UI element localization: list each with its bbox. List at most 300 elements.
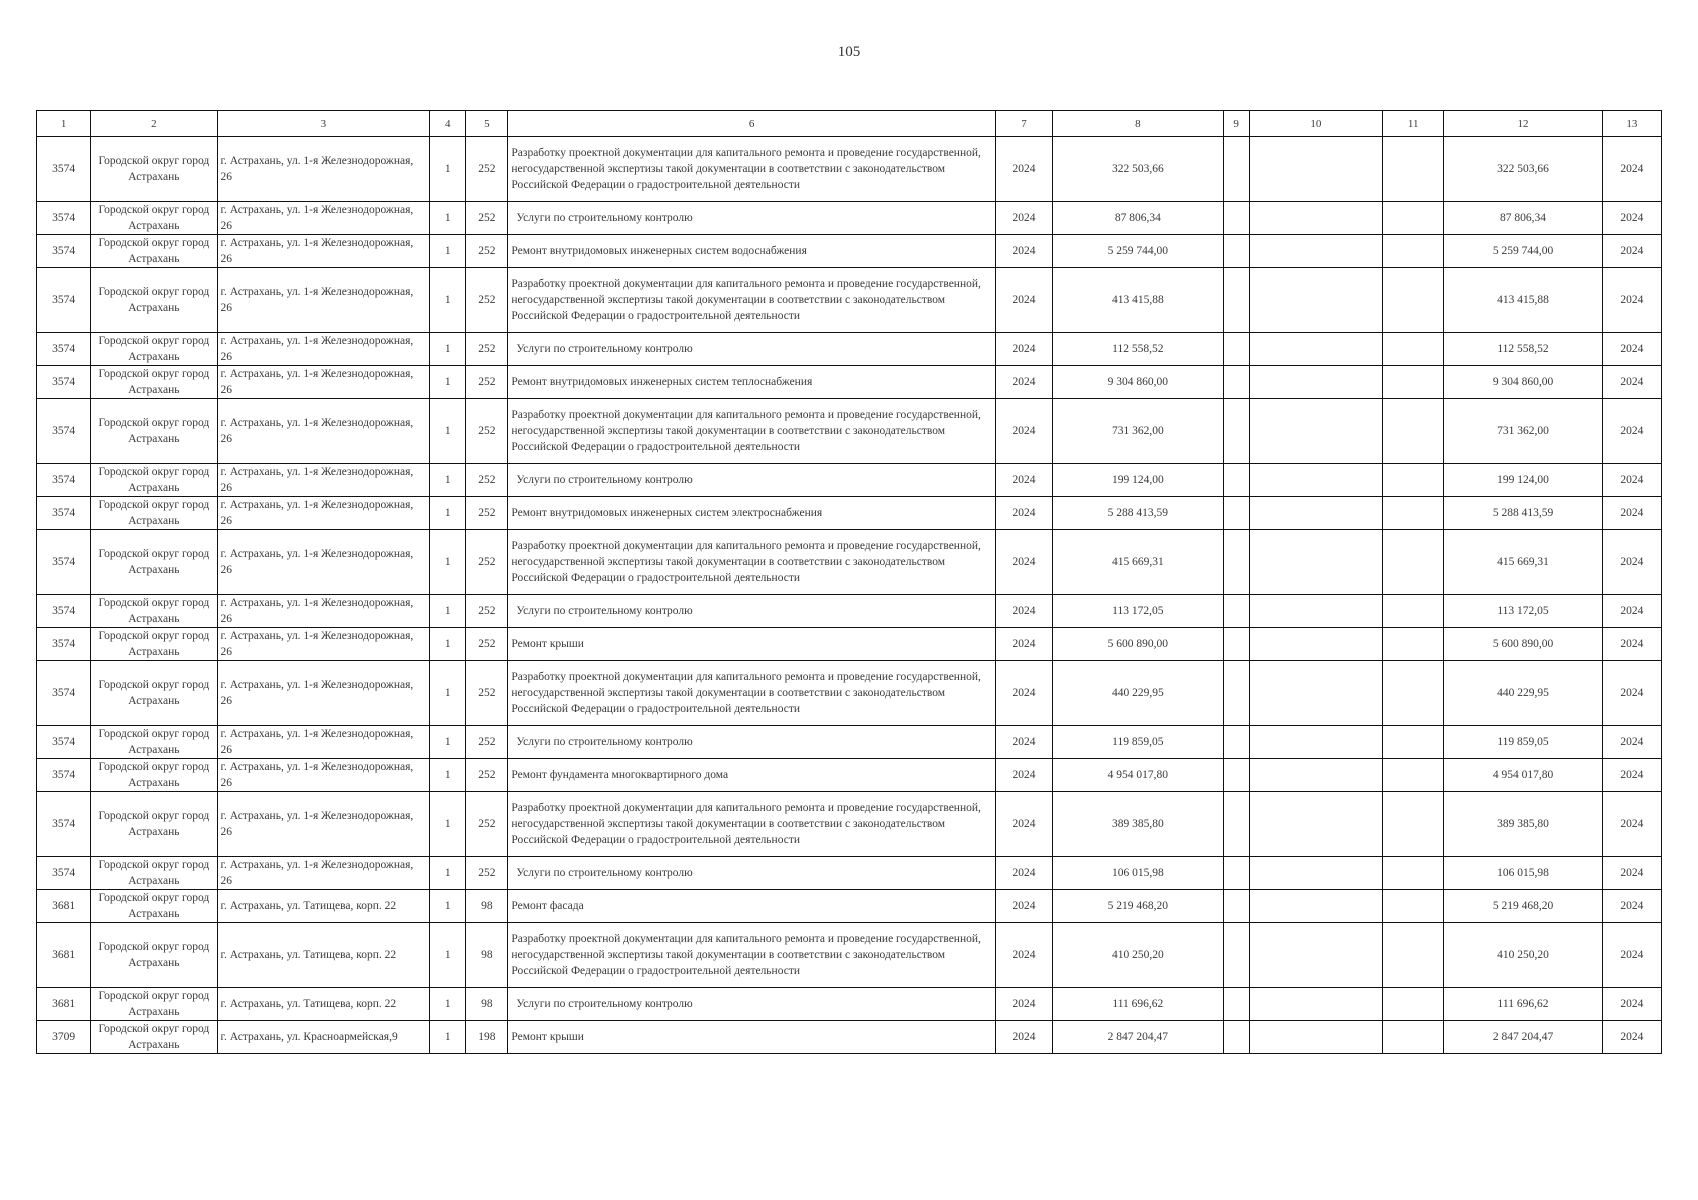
table-row (37, 759, 1662, 792)
col5-cell: 252 (466, 366, 508, 399)
municipality-cell: Городской округ город Астрахань (91, 366, 217, 399)
col11-cell (1383, 268, 1444, 333)
col10-cell (1249, 464, 1382, 497)
end-year-cell: 2024 (1602, 530, 1661, 595)
address-cell: г. Астрахань, ул. 1-я Железнодорожная, 26 (217, 137, 430, 202)
end-year-cell: 2024 (1602, 333, 1661, 366)
col4-cell: 1 (430, 235, 466, 268)
table-row (37, 792, 1662, 857)
year-cell: 2024 (995, 595, 1052, 628)
object-id-cell: 3574 (37, 595, 91, 628)
object-id-cell: 3574 (37, 530, 91, 595)
municipality-cell: Городской округ город Астрахань (91, 333, 217, 366)
object-id-cell: 3574 (37, 333, 91, 366)
col10-cell (1249, 857, 1382, 890)
address-cell: г. Астрахань, ул. 1-я Железнодорожная, 26 (217, 202, 430, 235)
work-type-cell: Ремонт внутридомовых инженерных систем водоснабжения (508, 235, 996, 268)
work-type-cell: Разработку проектной документации для капитального ремонта и проведение государственной, негосударственной экспертизы такой документации в соответствии с законодательством Российской Федерации о градостроительной деятельности (508, 399, 996, 464)
table-row (37, 137, 1662, 202)
work-type-cell: Ремонт фасада (508, 890, 996, 923)
work-type-cell: Разработку проектной документации для капитального ремонта и проведение государственной, негосударственной экспертизы такой документации в соответствии с законодательством Российской Федерации о градостроительной деятельности (508, 661, 996, 726)
col5-cell: 252 (466, 857, 508, 890)
object-id-cell: 3574 (37, 464, 91, 497)
col10-cell (1249, 137, 1382, 202)
table-row (37, 661, 1662, 726)
col11-cell (1383, 890, 1444, 923)
amount-cell: 4 954 017,80 (1053, 759, 1224, 792)
year-cell: 2024 (995, 759, 1052, 792)
column-header: 2 (91, 111, 217, 137)
col4-cell: 1 (430, 399, 466, 464)
work-type-cell: Разработку проектной документации для капитального ремонта и проведение государственной, негосударственной экспертизы такой документации в соответствии с законодательством Российской Федерации о градостроительной деятельности (508, 268, 996, 333)
col4-cell: 1 (430, 661, 466, 726)
table-row (37, 497, 1662, 530)
total-cell: 5 288 413,59 (1444, 497, 1602, 530)
address-cell: г. Астрахань, ул. 1-я Железнодорожная, 26 (217, 726, 430, 759)
column-header: 6 (508, 111, 996, 137)
municipality-cell: Городской округ город Астрахань (91, 464, 217, 497)
table-row (37, 857, 1662, 890)
col5-cell: 252 (466, 464, 508, 497)
work-type-cell: Ремонт внутридомовых инженерных систем теплоснабжения (508, 366, 996, 399)
col4-cell: 1 (430, 137, 466, 202)
column-header: 5 (466, 111, 508, 137)
amount-cell: 5 288 413,59 (1053, 497, 1224, 530)
col11-cell (1383, 530, 1444, 595)
table-row (37, 923, 1662, 988)
municipality-cell: Городской округ город Астрахань (91, 988, 217, 1021)
address-cell: г. Астрахань, ул. 1-я Железнодорожная, 26 (217, 399, 430, 464)
table-row (37, 628, 1662, 661)
col9-cell (1223, 792, 1249, 857)
col10-cell (1249, 792, 1382, 857)
amount-cell: 111 696,62 (1053, 988, 1224, 1021)
col4-cell: 1 (430, 890, 466, 923)
col11-cell (1383, 923, 1444, 988)
object-id-cell: 3574 (37, 857, 91, 890)
col5-cell: 252 (466, 399, 508, 464)
col11-cell (1383, 595, 1444, 628)
col11-cell (1383, 988, 1444, 1021)
col10-cell (1249, 235, 1382, 268)
col9-cell (1223, 235, 1249, 268)
col5-cell: 252 (466, 759, 508, 792)
object-id-cell: 3574 (37, 399, 91, 464)
col9-cell (1223, 595, 1249, 628)
column-header: 13 (1602, 111, 1661, 137)
col4-cell: 1 (430, 726, 466, 759)
column-header: 4 (430, 111, 466, 137)
amount-cell: 389 385,80 (1053, 792, 1224, 857)
amount-cell: 5 600 890,00 (1053, 628, 1224, 661)
col11-cell (1383, 464, 1444, 497)
col11-cell (1383, 333, 1444, 366)
work-type-cell: Разработку проектной документации для капитального ремонта и проведение государственной, негосударственной экспертизы такой документации в соответствии с законодательством Российской Федерации о градостроительной деятельности (508, 137, 996, 202)
col9-cell (1223, 137, 1249, 202)
year-cell: 2024 (995, 464, 1052, 497)
total-cell: 5 600 890,00 (1444, 628, 1602, 661)
address-cell: г. Астрахань, ул. 1-я Железнодорожная, 26 (217, 759, 430, 792)
end-year-cell: 2024 (1602, 497, 1661, 530)
address-cell: г. Астрахань, ул. 1-я Железнодорожная, 26 (217, 857, 430, 890)
year-cell: 2024 (995, 988, 1052, 1021)
municipality-cell: Городской округ город Астрахань (91, 661, 217, 726)
column-header: 3 (217, 111, 430, 137)
object-id-cell: 3681 (37, 890, 91, 923)
address-cell: г. Астрахань, ул. 1-я Железнодорожная, 26 (217, 530, 430, 595)
municipality-cell: Городской округ город Астрахань (91, 890, 217, 923)
col9-cell (1223, 988, 1249, 1021)
municipality-cell: Городской округ город Астрахань (91, 628, 217, 661)
col11-cell (1383, 399, 1444, 464)
address-cell: г. Астрахань, ул. 1-я Железнодорожная, 26 (217, 792, 430, 857)
amount-cell: 2 847 204,47 (1053, 1021, 1224, 1054)
end-year-cell: 2024 (1602, 988, 1661, 1021)
municipality-cell: Городской округ город Астрахань (91, 595, 217, 628)
municipality-cell: Городской округ город Астрахань (91, 759, 217, 792)
col9-cell (1223, 399, 1249, 464)
col5-cell: 252 (466, 333, 508, 366)
repair-program-table (36, 110, 1662, 1054)
amount-cell: 413 415,88 (1053, 268, 1224, 333)
year-cell: 2024 (995, 530, 1052, 595)
amount-cell: 5 219 468,20 (1053, 890, 1224, 923)
col10-cell (1249, 890, 1382, 923)
table-row (37, 235, 1662, 268)
col4-cell: 1 (430, 333, 466, 366)
year-cell: 2024 (995, 792, 1052, 857)
municipality-cell: Городской округ город Астрахань (91, 399, 217, 464)
end-year-cell: 2024 (1602, 759, 1661, 792)
col11-cell (1383, 235, 1444, 268)
end-year-cell: 2024 (1602, 202, 1661, 235)
col9-cell (1223, 857, 1249, 890)
table-row (37, 988, 1662, 1021)
amount-cell: 113 172,05 (1053, 595, 1224, 628)
col5-cell: 252 (466, 726, 508, 759)
total-cell: 415 669,31 (1444, 530, 1602, 595)
municipality-cell: Городской округ город Астрахань (91, 268, 217, 333)
municipality-cell: Городской округ город Астрахань (91, 792, 217, 857)
col4-cell: 1 (430, 857, 466, 890)
column-header: 9 (1223, 111, 1249, 137)
col5-cell: 252 (466, 202, 508, 235)
col10-cell (1249, 726, 1382, 759)
total-cell: 106 015,98 (1444, 857, 1602, 890)
year-cell: 2024 (995, 497, 1052, 530)
total-cell: 113 172,05 (1444, 595, 1602, 628)
col10-cell (1249, 497, 1382, 530)
col5-cell: 98 (466, 890, 508, 923)
col9-cell (1223, 726, 1249, 759)
address-cell: г. Астрахань, ул. 1-я Железнодорожная, 26 (217, 497, 430, 530)
work-type-cell: Ремонт внутридомовых инженерных систем электроснабжения (508, 497, 996, 530)
object-id-cell: 3574 (37, 792, 91, 857)
year-cell: 2024 (995, 661, 1052, 726)
amount-cell: 106 015,98 (1053, 857, 1224, 890)
col10-cell (1249, 923, 1382, 988)
col5-cell: 98 (466, 988, 508, 1021)
work-type-cell: Ремонт крыши (508, 1021, 996, 1054)
total-cell: 731 362,00 (1444, 399, 1602, 464)
address-cell: г. Астрахань, ул. Татищева, корп. 22 (217, 923, 430, 988)
municipality-cell: Городской округ город Астрахань (91, 726, 217, 759)
col10-cell (1249, 268, 1382, 333)
col11-cell (1383, 628, 1444, 661)
address-cell: г. Астрахань, ул. 1-я Железнодорожная, 26 (217, 464, 430, 497)
col9-cell (1223, 628, 1249, 661)
address-cell: г. Астрахань, ул. 1-я Железнодорожная, 26 (217, 628, 430, 661)
col9-cell (1223, 268, 1249, 333)
amount-cell: 199 124,00 (1053, 464, 1224, 497)
col10-cell (1249, 530, 1382, 595)
total-cell: 389 385,80 (1444, 792, 1602, 857)
municipality-cell: Городской округ город Астрахань (91, 497, 217, 530)
address-cell: г. Астрахань, ул. 1-я Железнодорожная, 26 (217, 661, 430, 726)
amount-cell: 119 859,05 (1053, 726, 1224, 759)
end-year-cell: 2024 (1602, 268, 1661, 333)
col5-cell: 252 (466, 137, 508, 202)
col5-cell: 252 (466, 268, 508, 333)
end-year-cell: 2024 (1602, 792, 1661, 857)
end-year-cell: 2024 (1602, 890, 1661, 923)
object-id-cell: 3681 (37, 988, 91, 1021)
col9-cell (1223, 464, 1249, 497)
work-type-cell: Разработку проектной документации для капитального ремонта и проведение государственной, негосударственной экспертизы такой документации в соответствии с законодательством Российской Федерации о градостроительной деятельности (508, 923, 996, 988)
work-type-cell: Ремонт фундамента многоквартирного дома (508, 759, 996, 792)
year-cell: 2024 (995, 399, 1052, 464)
col11-cell (1383, 759, 1444, 792)
col9-cell (1223, 661, 1249, 726)
column-header: 11 (1383, 111, 1444, 137)
year-cell: 2024 (995, 890, 1052, 923)
col10-cell (1249, 628, 1382, 661)
year-cell: 2024 (995, 202, 1052, 235)
table-row (37, 1021, 1662, 1054)
col4-cell: 1 (430, 497, 466, 530)
year-cell: 2024 (995, 366, 1052, 399)
col4-cell: 1 (430, 530, 466, 595)
amount-cell: 731 362,00 (1053, 399, 1224, 464)
col9-cell (1223, 759, 1249, 792)
col11-cell (1383, 202, 1444, 235)
col5-cell: 252 (466, 595, 508, 628)
col10-cell (1249, 595, 1382, 628)
column-header: 10 (1249, 111, 1382, 137)
col10-cell (1249, 366, 1382, 399)
col11-cell (1383, 497, 1444, 530)
column-number-row (37, 111, 1662, 137)
amount-cell: 410 250,20 (1053, 923, 1224, 988)
col5-cell: 252 (466, 235, 508, 268)
address-cell: г. Астрахань, ул. 1-я Железнодорожная, 26 (217, 595, 430, 628)
table-row (37, 595, 1662, 628)
table-row (37, 890, 1662, 923)
address-cell: г. Астрахань, ул. 1-я Железнодорожная, 26 (217, 333, 430, 366)
col4-cell: 1 (430, 628, 466, 661)
col9-cell (1223, 497, 1249, 530)
work-type-cell: Ремонт крыши (508, 628, 996, 661)
year-cell: 2024 (995, 628, 1052, 661)
municipality-cell: Городской округ город Астрахань (91, 202, 217, 235)
end-year-cell: 2024 (1602, 235, 1661, 268)
year-cell: 2024 (995, 1021, 1052, 1054)
end-year-cell: 2024 (1602, 661, 1661, 726)
col11-cell (1383, 726, 1444, 759)
table-row (37, 202, 1662, 235)
page-number: 105 (837, 44, 861, 60)
work-type-cell: Услуги по строительному контролю (508, 857, 996, 890)
end-year-cell: 2024 (1602, 366, 1661, 399)
col10-cell (1249, 399, 1382, 464)
col10-cell (1249, 333, 1382, 366)
total-cell: 413 415,88 (1444, 268, 1602, 333)
municipality-cell: Городской округ город Астрахань (91, 137, 217, 202)
object-id-cell: 3574 (37, 268, 91, 333)
amount-cell: 440 229,95 (1053, 661, 1224, 726)
table-row (37, 333, 1662, 366)
address-cell: г. Астрахань, ул. Татищева, корп. 22 (217, 890, 430, 923)
col9-cell (1223, 333, 1249, 366)
object-id-cell: 3574 (37, 137, 91, 202)
work-type-cell: Услуги по строительному контролю (508, 988, 996, 1021)
object-id-cell: 3709 (37, 1021, 91, 1054)
end-year-cell: 2024 (1602, 137, 1661, 202)
year-cell: 2024 (995, 333, 1052, 366)
col5-cell: 252 (466, 497, 508, 530)
total-cell: 119 859,05 (1444, 726, 1602, 759)
work-type-cell: Услуги по строительному контролю (508, 726, 996, 759)
year-cell: 2024 (995, 137, 1052, 202)
work-type-cell: Разработку проектной документации для капитального ремонта и проведение государственной, негосударственной экспертизы такой документации в соответствии с законодательством Российской Федерации о градостроительной деятельности (508, 530, 996, 595)
col9-cell (1223, 1021, 1249, 1054)
object-id-cell: 3574 (37, 235, 91, 268)
col4-cell: 1 (430, 792, 466, 857)
col9-cell (1223, 530, 1249, 595)
total-cell: 410 250,20 (1444, 923, 1602, 988)
col11-cell (1383, 366, 1444, 399)
col5-cell: 252 (466, 661, 508, 726)
col4-cell: 1 (430, 1021, 466, 1054)
col5-cell: 252 (466, 628, 508, 661)
object-id-cell: 3574 (37, 628, 91, 661)
object-id-cell: 3574 (37, 202, 91, 235)
col4-cell: 1 (430, 268, 466, 333)
table-row (37, 399, 1662, 464)
municipality-cell: Городской округ город Астрахань (91, 857, 217, 890)
column-header: 1 (37, 111, 91, 137)
total-cell: 322 503,66 (1444, 137, 1602, 202)
table-row (37, 530, 1662, 595)
col9-cell (1223, 366, 1249, 399)
amount-cell: 87 806,34 (1053, 202, 1224, 235)
amount-cell: 5 259 744,00 (1053, 235, 1224, 268)
end-year-cell: 2024 (1602, 595, 1661, 628)
municipality-cell: Городской округ город Астрахань (91, 530, 217, 595)
work-type-cell: Услуги по строительному контролю (508, 464, 996, 497)
address-cell: г. Астрахань, ул. Красноармейская,9 (217, 1021, 430, 1054)
total-cell: 2 847 204,47 (1444, 1021, 1602, 1054)
col11-cell (1383, 661, 1444, 726)
end-year-cell: 2024 (1602, 1021, 1661, 1054)
year-cell: 2024 (995, 923, 1052, 988)
year-cell: 2024 (995, 235, 1052, 268)
col9-cell (1223, 202, 1249, 235)
table-row (37, 366, 1662, 399)
col10-cell (1249, 988, 1382, 1021)
col4-cell: 1 (430, 988, 466, 1021)
col5-cell: 98 (466, 923, 508, 988)
work-type-cell: Услуги по строительному контролю (508, 202, 996, 235)
total-cell: 112 558,52 (1444, 333, 1602, 366)
col9-cell (1223, 890, 1249, 923)
total-cell: 4 954 017,80 (1444, 759, 1602, 792)
year-cell: 2024 (995, 726, 1052, 759)
end-year-cell: 2024 (1602, 399, 1661, 464)
total-cell: 87 806,34 (1444, 202, 1602, 235)
address-cell: г. Астрахань, ул. 1-я Железнодорожная, 26 (217, 268, 430, 333)
total-cell: 5 259 744,00 (1444, 235, 1602, 268)
amount-cell: 9 304 860,00 (1053, 366, 1224, 399)
col10-cell (1249, 759, 1382, 792)
object-id-cell: 3574 (37, 726, 91, 759)
col5-cell: 252 (466, 792, 508, 857)
column-header: 12 (1444, 111, 1602, 137)
col4-cell: 1 (430, 923, 466, 988)
col4-cell: 1 (430, 759, 466, 792)
amount-cell: 415 669,31 (1053, 530, 1224, 595)
total-cell: 199 124,00 (1444, 464, 1602, 497)
municipality-cell: Городской округ город Астрахань (91, 235, 217, 268)
col11-cell (1383, 1021, 1444, 1054)
work-type-cell: Разработку проектной документации для капитального ремонта и проведение государственной, негосударственной экспертизы такой документации в соответствии с законодательством Российской Федерации о градостроительной деятельности (508, 792, 996, 857)
object-id-cell: 3574 (37, 366, 91, 399)
end-year-cell: 2024 (1602, 857, 1661, 890)
work-type-cell: Услуги по строительному контролю (508, 595, 996, 628)
address-cell: г. Астрахань, ул. Татищева, корп. 22 (217, 988, 430, 1021)
municipality-cell: Городской округ город Астрахань (91, 1021, 217, 1054)
col5-cell: 198 (466, 1021, 508, 1054)
object-id-cell: 3574 (37, 497, 91, 530)
col10-cell (1249, 661, 1382, 726)
object-id-cell: 3574 (37, 759, 91, 792)
total-cell: 9 304 860,00 (1444, 366, 1602, 399)
year-cell: 2024 (995, 268, 1052, 333)
address-cell: г. Астрахань, ул. 1-я Железнодорожная, 26 (217, 366, 430, 399)
address-cell: г. Астрахань, ул. 1-я Железнодорожная, 26 (217, 235, 430, 268)
object-id-cell: 3574 (37, 661, 91, 726)
object-id-cell: 3681 (37, 923, 91, 988)
end-year-cell: 2024 (1602, 923, 1661, 988)
col9-cell (1223, 923, 1249, 988)
col4-cell: 1 (430, 366, 466, 399)
total-cell: 5 219 468,20 (1444, 890, 1602, 923)
amount-cell: 112 558,52 (1053, 333, 1224, 366)
total-cell: 111 696,62 (1444, 988, 1602, 1021)
municipality-cell: Городской округ город Астрахань (91, 923, 217, 988)
col5-cell: 252 (466, 530, 508, 595)
col4-cell: 1 (430, 202, 466, 235)
col4-cell: 1 (430, 464, 466, 497)
table-row (37, 268, 1662, 333)
end-year-cell: 2024 (1602, 726, 1661, 759)
amount-cell: 322 503,66 (1053, 137, 1224, 202)
col11-cell (1383, 137, 1444, 202)
table-row (37, 726, 1662, 759)
col10-cell (1249, 1021, 1382, 1054)
col4-cell: 1 (430, 595, 466, 628)
total-cell: 440 229,95 (1444, 661, 1602, 726)
